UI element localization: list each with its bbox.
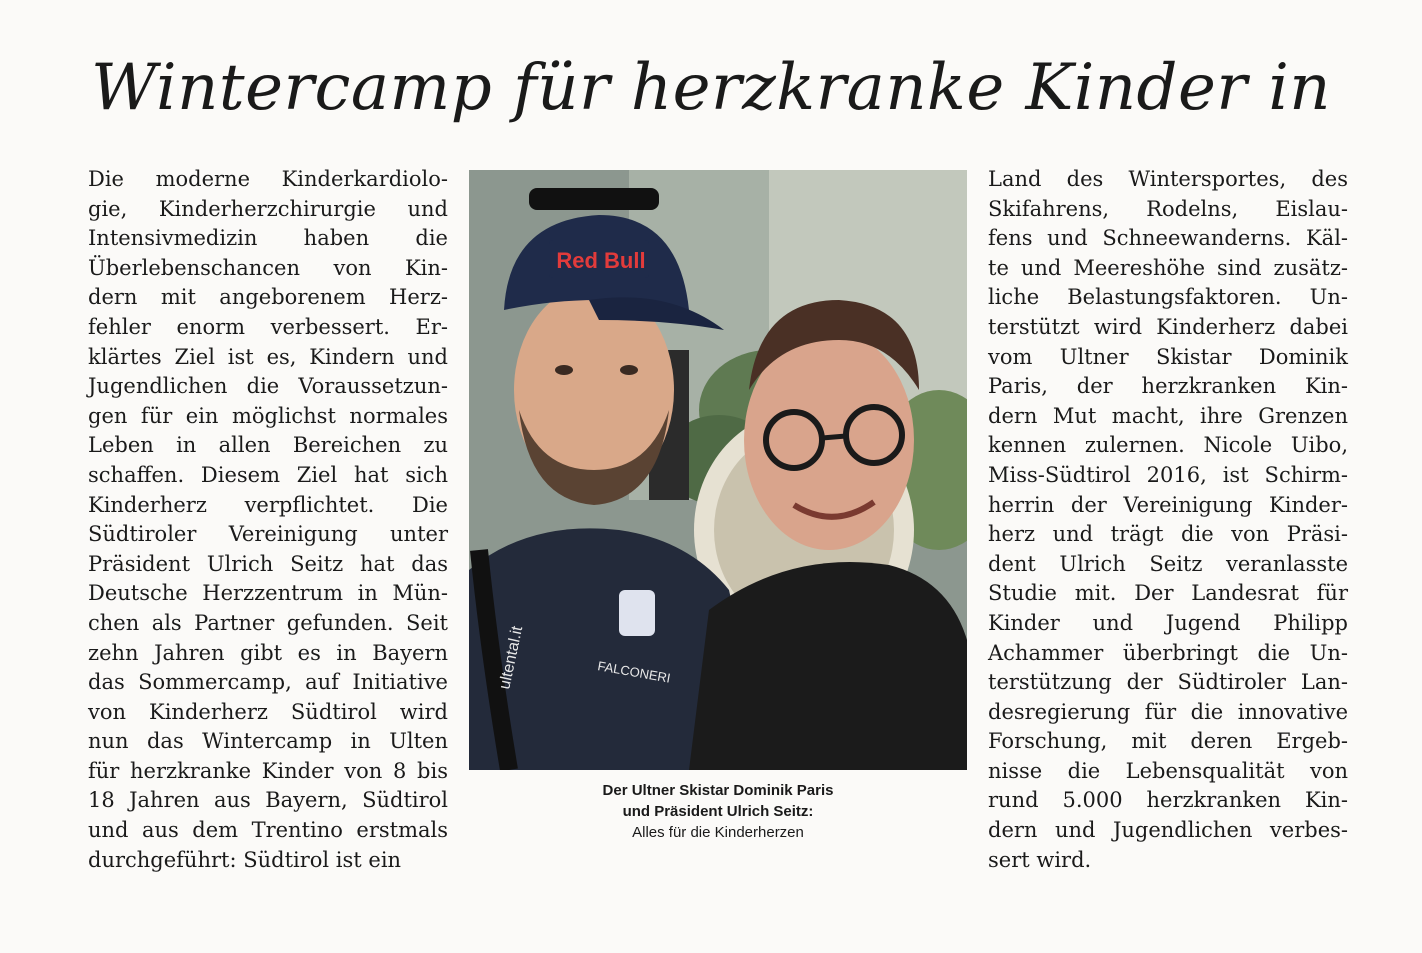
article-text-line: schaffen. Diesem Ziel hat sich <box>88 462 448 487</box>
article-text-line: terstützt wird Kinderherz dabei <box>988 314 1348 339</box>
cap-logo-text: Red Bull <box>556 248 646 273</box>
article-text-line: Jugendlichen die Voraussetzun- <box>88 374 448 399</box>
article-text-line: gie, Kinderherzchirurgie und <box>88 196 448 221</box>
article-text-line: das Sommercamp, auf Initiative <box>88 670 448 695</box>
caption-line-2: und Präsident Ulrich Seitz: <box>622 803 814 820</box>
article-text-line: Leben in allen Bereichen zu <box>88 433 448 458</box>
photo-illustration <box>469 170 967 770</box>
article-text-line: chen als Partner gefunden. Seit <box>88 610 448 635</box>
article-text-line: von Kinderherz Südtirol wird <box>88 699 448 724</box>
article-text-line: Kinderherz verpflichtet. Die <box>88 492 448 517</box>
article-text-line: desregierung für die innovative <box>988 699 1348 724</box>
article-text-line: Deutsche Herzzentrum in Mün- <box>88 581 448 606</box>
article-text-line: Intensivmedizin haben die <box>88 226 448 251</box>
article-text-line: nisse die Lebensqualität von <box>988 758 1348 783</box>
article-text-line: Überlebenschancen von Kin- <box>88 255 448 280</box>
article-text-line: liche Belastungsfaktoren. Un- <box>988 285 1348 310</box>
article-text-line: terstützung der Südtiroler Lan- <box>988 670 1348 695</box>
article-text-line: rund 5.000 herzkranken Kin- <box>988 788 1348 813</box>
article-text-line: sert wird. <box>988 847 1092 872</box>
lanyard-text: ultental.it <box>496 624 527 691</box>
photo-caption <box>469 780 967 843</box>
article-text-line: klärtes Ziel ist es, Kindern und <box>88 344 448 369</box>
article-text-line: vom Ultner Skistar Dominik <box>988 344 1348 369</box>
article-text-line: Südtiroler Vereinigung unter <box>88 522 448 547</box>
article-text-line: Forschung, mit deren Ergeb- <box>988 729 1348 754</box>
article-text-line: für herzkranke Kinder von 8 bis <box>88 758 448 783</box>
article-text-line: Paris, der herzkranken Kin- <box>988 374 1348 399</box>
article-text-line: herz und trägt die von Präsi- <box>988 522 1348 547</box>
article-text-line: Studie mit. Der Landesrat für <box>988 581 1348 606</box>
article-text-line: dern mit angeborenem Herz- <box>88 285 448 310</box>
article-text-line: fens und Schneewanderns. Käl- <box>988 226 1348 251</box>
article-column-left <box>88 165 448 875</box>
article-photo <box>469 170 967 770</box>
article-text-line: te und Meereshöhe sind zusätz- <box>988 255 1348 280</box>
article-text-line: Land des Wintersportes, des <box>988 167 1348 191</box>
article-text-line: Achammer überbringt die Un- <box>988 640 1348 665</box>
article-text-line: Kinder und Jugend Philipp <box>988 610 1348 635</box>
article-text-line: Skifahrens, Rodelns, Eislau- <box>988 196 1348 221</box>
headline: Wintercamp für herzkranke Kinder in <box>91 51 1331 125</box>
article-text-line: kennen zulernen. Nicole Uibo, <box>988 433 1348 458</box>
caption-line-1: Der Ultner Skistar Dominik Paris <box>602 782 834 799</box>
article-text-line: fehler enorm verbessert. Er- <box>88 314 448 339</box>
article-text-line: Die moderne Kinderkardiolo- <box>88 167 448 191</box>
article-text-line: dern Mut macht, ihre Grenzen <box>988 403 1348 428</box>
article-text-line: zehn Jahren gibt es in Bayern <box>88 640 448 665</box>
article-text-line: herrin der Vereinigung Kinder- <box>988 492 1348 517</box>
article-text-line: gen für ein möglichst normales <box>88 403 448 428</box>
article-column-right <box>988 165 1348 875</box>
caption-line-3: Alles für die Kinderherzen <box>632 824 804 841</box>
article-text-line: 18 Jahren aus Bayern, Südtirol <box>88 788 448 813</box>
article-text-line: und aus dem Trentino erstmals <box>88 818 448 843</box>
article-text-line: nun das Wintercamp in Ulten <box>88 729 448 754</box>
article-text-line: Präsident Ulrich Seitz hat das <box>88 551 448 576</box>
shirt-text: FALCONERI <box>596 658 672 686</box>
article-text-line: dern und Jugendlichen verbes- <box>988 818 1348 843</box>
article-text-line: durchgeführt: Südtirol ist ein <box>88 847 402 872</box>
article-text-line: dent Ulrich Seitz veranlasste <box>988 551 1348 576</box>
article-text-line: Miss-Südtirol 2016, ist Schirm- <box>988 462 1348 487</box>
